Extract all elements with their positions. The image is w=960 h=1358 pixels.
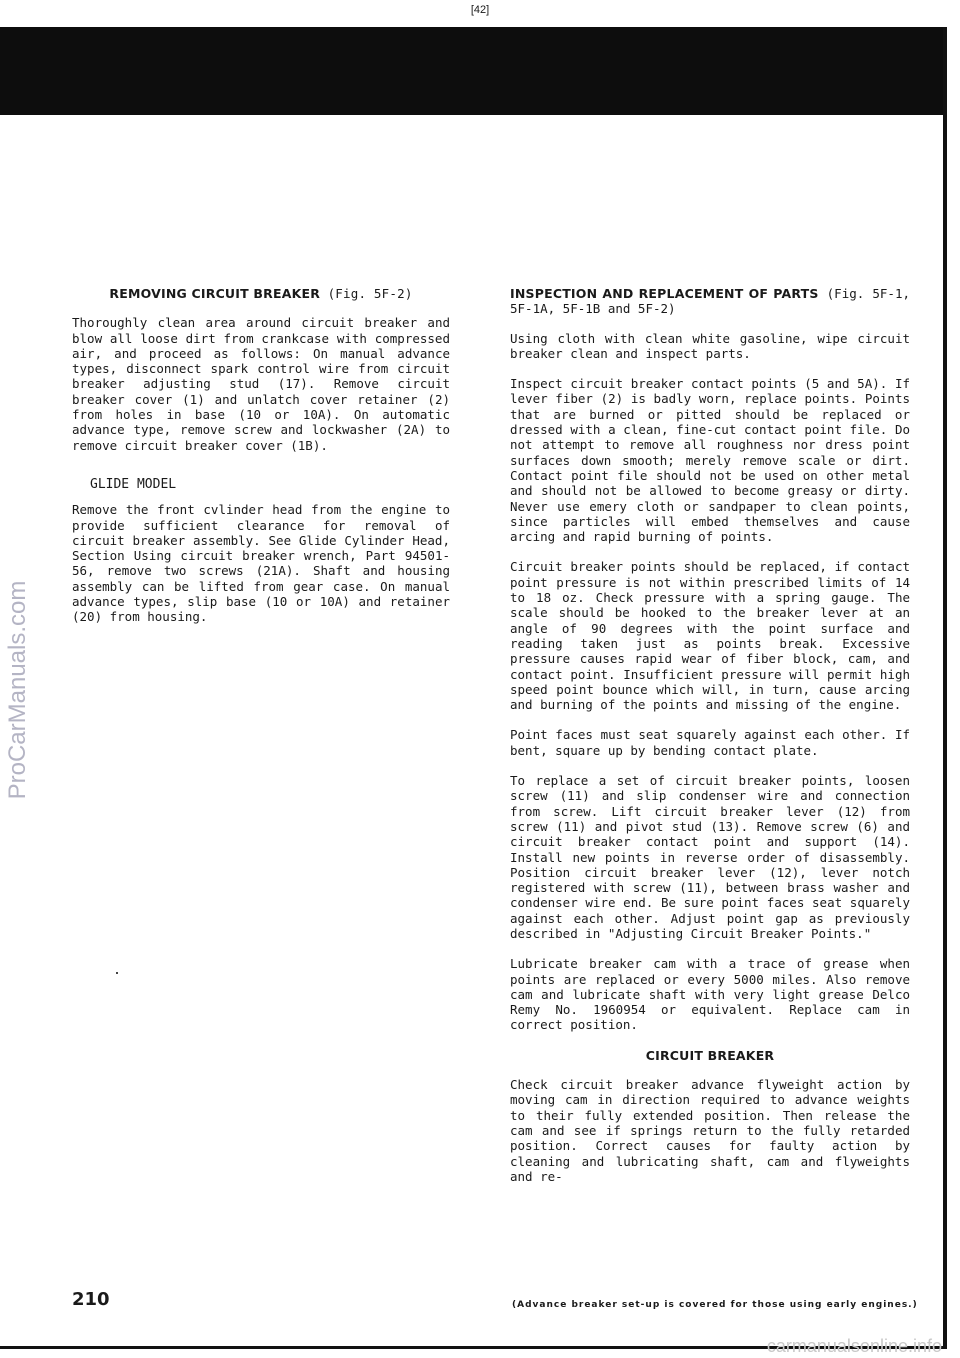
watermark-text: ProCarManuals.com	[4, 580, 31, 800]
left-heading-text: REMOVING CIRCUIT BREAKER	[109, 286, 321, 301]
page-reference: [42]	[470, 4, 490, 16]
footer-site: carmanualsonline.info	[766, 1336, 942, 1356]
right-paragraph-7: Check circuit breaker advance flyweight action by moving cam in direction required to advance weights to their fully extended position. Then release the cam and see if springs return to the fully retarded position. Correct causes for faulty action by cleaning and lubricating shaft, cam and flyweights and re-	[510, 1077, 910, 1184]
right-paragraph-6: Lubricate breaker cam with a trace of grease when points are replaced or every 5000 miles. Also remove cam and lubricate shaft with very light grease Delco Remy No. 1960954 or equivalent. Replace cam in correct position.	[510, 956, 910, 1033]
left-heading-ref: (Fig. 5F-2)	[327, 286, 413, 301]
watermark	[0, 560, 38, 820]
left-heading	[72, 286, 450, 301]
right-heading-ref: (Fig. 5F-1, 5F-1A, 5F-1B and 5F-2)	[510, 286, 910, 317]
footer-note: (Advance breaker set-up is covered for those using early engines.)	[512, 1300, 918, 1310]
right-paragraph-4: Point faces must seat squarely against each other. If bent, square up by bending contact plate.	[510, 727, 910, 758]
right-heading	[510, 286, 910, 317]
page-number: 210	[72, 1289, 110, 1310]
right-paragraph-2: Inspect circuit breaker contact points (5 and 5A). If lever fiber (2) is badly worn, replace points. Points that are burned or pitted should be replaced or dressed with a clean, fine-cut contact point file. Do not attempt to remove all roughness nor dress point surfaces down smooth; merely remove scale or dirt. Contact point file should not be used on other metal and should not be allowed to become greasy or dirty. Never use emery cloth or sandpaper to clean points, since particles will embed themselves and cause arcing and rapid burning of points.	[510, 376, 910, 545]
header-band	[0, 27, 943, 115]
scan-speck	[116, 972, 118, 974]
right-paragraph-3: Circuit breaker points should be replaced, if contact point pressure is not within prescribed limits of 14 to 18 oz. Check pressure with a spring gauge. The scale should be hooked to the breaker lever at an angle of 90 degrees with the point surface and reading taken just as points break. Excessive pressure causes rapid wear of fiber block, cam, and contact point. Insufficient pressure will permit high speed point bounce which will, in turn, cause arcing and burning of the points and missing of the engine.	[510, 559, 910, 713]
left-paragraph-1: Thoroughly clean area around circuit breaker and blow all loose dirt from crankcase with compressed air, and proceed as follows: On manual advance types, disconnect spark control wire from circuit breaker adjusting stud (17). Remove circuit breaker cover (1) and unlatch cover retainer (2) from holes in base (10 or 10A). On automatic advance type, remove screw and lockwasher (2A) to remove circuit breaker cover (1B).	[72, 315, 450, 453]
left-paragraph-2: Remove the front cvlinder head from the engine to provide sufficient clearance for removal of circuit breaker assembly. See Glide Cylinder Head, Section Using circuit breaker wrench, Part 94501-56, remove two screws (21A). Shaft and housing assembly can be lifted from gear case. On manual advance types, slip base (10 or 10A) and retainer (20) from housing.	[72, 502, 450, 625]
right-column	[510, 286, 910, 1199]
right-heading-text: INSPECTION AND REPLACEMENT OF PARTS	[510, 286, 819, 301]
right-heading-2	[510, 1048, 910, 1063]
page-edge	[943, 27, 947, 1347]
right-paragraph-1: Using cloth with clean white gasoline, wipe circuit breaker clean and inspect parts.	[510, 330, 910, 361]
right-heading-2-text: CIRCUIT BREAKER	[645, 1047, 775, 1063]
left-subheading: GLIDE MODEL	[90, 476, 177, 492]
left-column	[72, 286, 450, 640]
right-paragraph-5: To replace a set of circuit breaker points, loosen screw (11) and slip condenser wire and connection from screw. Lift circuit breaker lever (12) from screw (11) and pivot stud (13). Remove screw (6) and circuit breaker contact point and support (14). Install new points in reverse order of disassembly. Position circuit breaker lever (12), lever notch registered with screw (11), between brass washer and condenser wire end. Be sure point faces seat squarely against each other. Adjust point gap as previously described in "Adjusting Circuit Breaker Points."	[510, 773, 910, 941]
